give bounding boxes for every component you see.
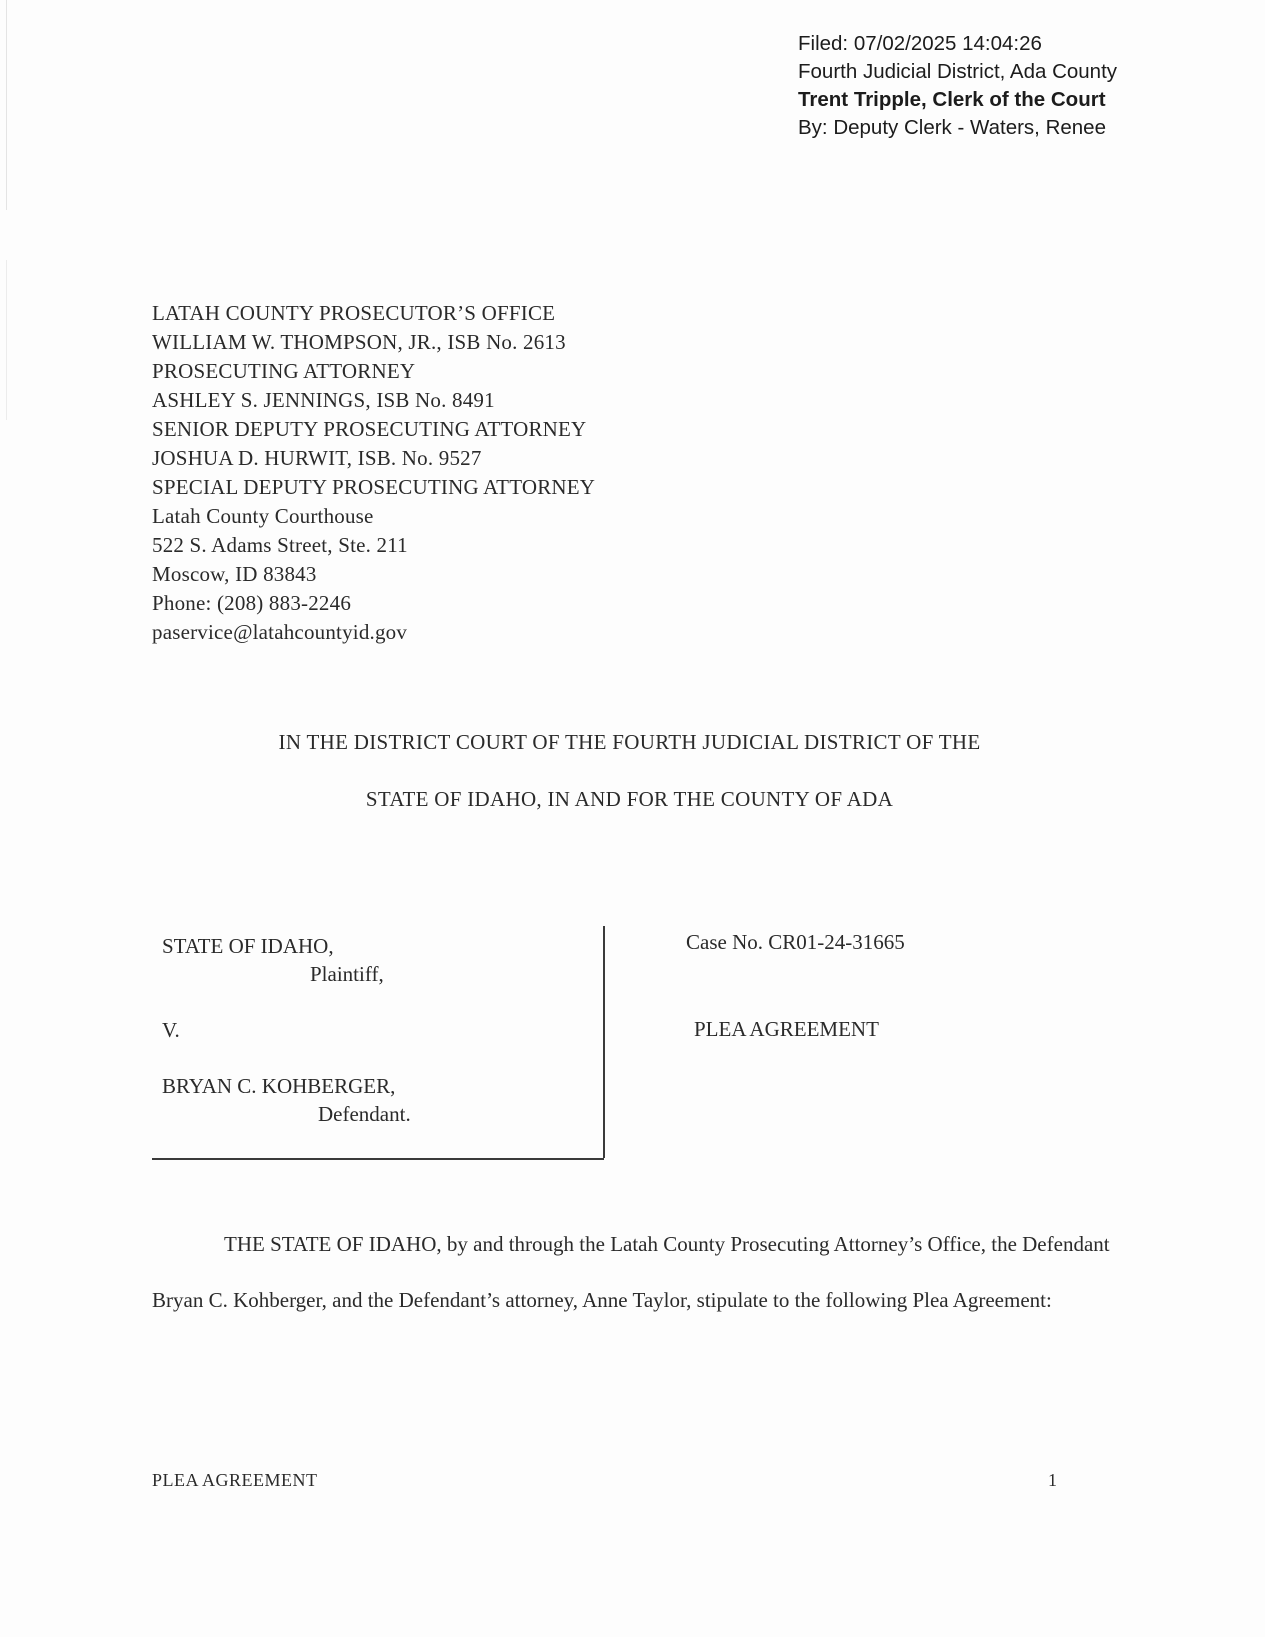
counsel-line: SPECIAL DEPUTY PROSECUTING ATTORNEY (152, 475, 596, 499)
court-heading-line-1: IN THE DISTRICT COURT OF THE FOURTH JUDICIAL DISTRICT OF THE (278, 730, 981, 754)
counsel-line: PROSECUTING ATTORNEY (152, 359, 416, 383)
counsel-email: paservice@latahcountyid.gov (152, 620, 408, 644)
body-paragraph (152, 1216, 1112, 1328)
counsel-line: ASHLEY S. JENNINGS, ISB No. 8491 (152, 388, 495, 412)
versus: V. (162, 1018, 180, 1042)
filing-district: Fourth Judicial District, Ada County (798, 60, 1118, 83)
page-number: 1 (1048, 1470, 1057, 1490)
counsel-line: SENIOR DEPUTY PROSECUTING ATTORNEY (152, 417, 587, 441)
caption-divider-horizontal (152, 1158, 604, 1160)
counsel-line: Phone: (208) 883-2246 (152, 591, 352, 615)
counsel-block (152, 299, 595, 647)
counsel-line: WILLIAM W. THOMPSON, JR., ISB No. 2613 (152, 330, 566, 354)
case-number: Case No. CR01-24-31665 (686, 930, 905, 954)
court-heading-line-2: STATE OF IDAHO, IN AND FOR THE COUNTY OF ADA (365, 787, 894, 811)
filing-stamp (798, 30, 1117, 142)
counsel-line: LATAH COUNTY PROSECUTOR’S OFFICE (152, 301, 556, 325)
scan-edge-artifact (6, 0, 7, 210)
defendant-role: Defendant. (318, 1102, 411, 1126)
plaintiff-name: STATE OF IDAHO, (162, 934, 334, 958)
stipulation-text: THE STATE OF IDAHO, by and through the Latah County Prosecuting Attorney’s Office, the Defendant Bryan C. Kohberger, and the Defendant’s attorney, Anne Taylor, stipulate to the following Plea Agreement: (152, 1232, 1110, 1312)
caption-divider-vertical (603, 926, 605, 1158)
defendant-name: BRYAN C. KOHBERGER, (162, 1074, 396, 1098)
filed-timestamp: Filed: 07/02/2025 14:04:26 (798, 32, 1042, 55)
case-caption-parties (162, 932, 411, 1128)
plaintiff-role: Plaintiff, (310, 962, 384, 986)
counsel-line: JOSHUA D. HURWIT, ISB. No. 9527 (152, 446, 482, 470)
counsel-line: Moscow, ID 83843 (152, 562, 317, 586)
counsel-line: Latah County Courthouse (152, 504, 374, 528)
deputy-clerk: By: Deputy Clerk - Waters, Renee (798, 116, 1106, 139)
scan-edge-artifact (6, 260, 7, 420)
counsel-line: 522 S. Adams Street, Ste. 211 (152, 533, 408, 557)
footer-title: PLEA AGREEMENT (152, 1470, 318, 1490)
document-title: PLEA AGREEMENT (694, 1017, 879, 1041)
clerk-name: Trent Tripple, Clerk of the Court (798, 88, 1106, 111)
